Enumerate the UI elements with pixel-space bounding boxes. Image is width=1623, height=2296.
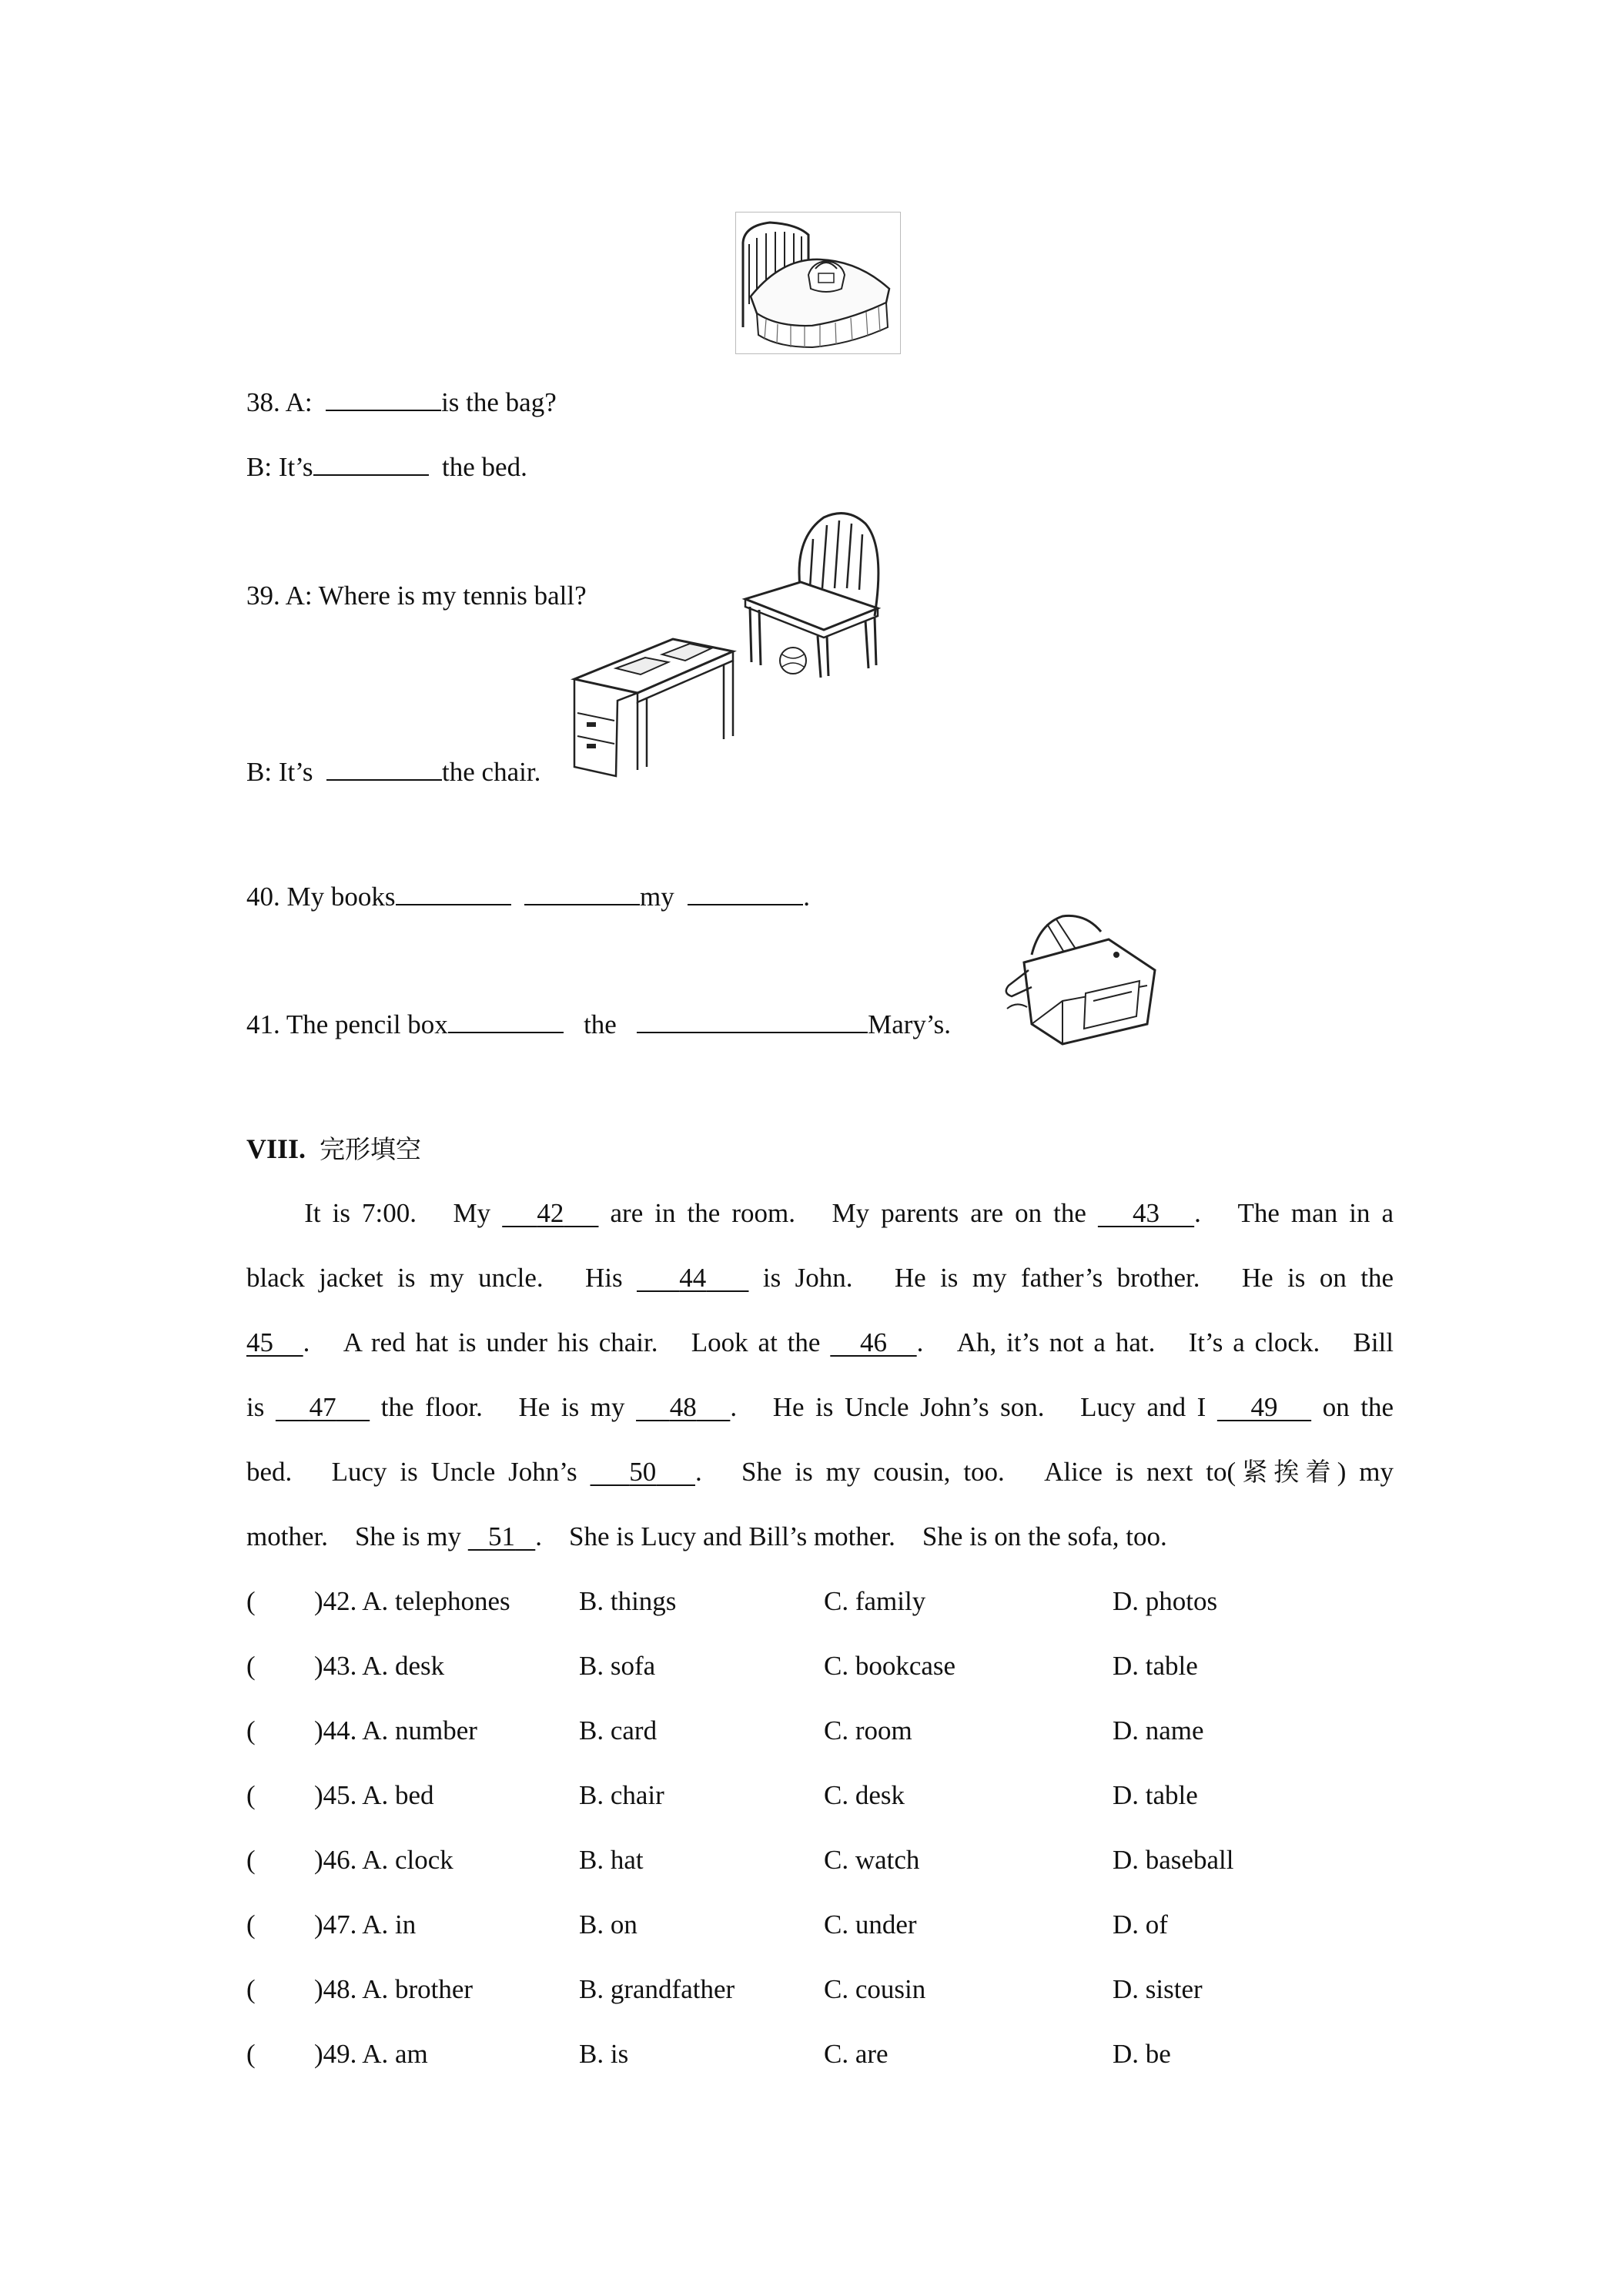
option-c[interactable]: C. bookcase: [824, 1651, 956, 1681]
question-38-a: 38. A: is the bag?: [246, 383, 557, 420]
answer-blank[interactable]: [637, 1006, 868, 1033]
option-b[interactable]: B. on: [579, 1909, 637, 1940]
option-row-46: ( )46. A. clock B. hat C. watch D. baseball: [246, 1843, 1401, 1877]
cloze-blank-44[interactable]: 44: [679, 1263, 707, 1293]
option-row-47: ( )47. A. in B. on C. under D. of: [246, 1908, 1401, 1942]
option-c[interactable]: C. under: [824, 1909, 917, 1940]
passage-line-4: is 47 the floor. He is my 48 . He is Uncle John’s son. Lucy and I 49 on the: [246, 1392, 1394, 1422]
option-d[interactable]: D. sister: [1113, 1974, 1203, 2004]
option-b[interactable]: B. grandfather: [579, 1974, 735, 2004]
option-c[interactable]: C. cousin: [824, 1974, 926, 2004]
passage-line-2: black jacket is my uncle. His 44 is John. He is my father’s brother. He is on the: [246, 1263, 1394, 1293]
option-c[interactable]: C. room: [824, 1715, 912, 1745]
cloze-blank-45[interactable]: 45: [246, 1327, 273, 1357]
option-d[interactable]: D. table: [1113, 1780, 1198, 1810]
bed-with-bag-illustration: [735, 212, 901, 354]
option-c[interactable]: C. family: [824, 1586, 926, 1616]
cloze-blank-50[interactable]: 50: [629, 1457, 657, 1487]
section-title: 完形填空: [320, 1134, 422, 1164]
answer-blank[interactable]: [396, 878, 511, 905]
school-bag-illustration: [1001, 909, 1163, 1047]
section-heading: [246, 1132, 421, 1166]
option-b[interactable]: B. hat: [579, 1845, 644, 1875]
option-c[interactable]: C. are: [824, 2039, 888, 2069]
question-38-b: B: It’s the bed.: [246, 448, 527, 484]
answer-blank[interactable]: [448, 1006, 564, 1033]
question-40: 40. My books my .: [246, 878, 810, 914]
question-39-b: B: It’s the chair.: [246, 753, 540, 789]
answer-blank[interactable]: [524, 878, 640, 905]
option-d[interactable]: D. table: [1113, 1651, 1198, 1681]
option-row-45: ( )45. A. bed B. chair C. desk D. table: [246, 1779, 1401, 1812]
passage-line-6: mother. She is my 51 . She is Lucy and Bill’s mother. She is on the sofa, too.: [246, 1521, 1167, 1551]
option-b[interactable]: B. card: [579, 1715, 658, 1745]
option-d[interactable]: D. photos: [1113, 1586, 1218, 1616]
cloze-blank-48[interactable]: 48: [669, 1392, 697, 1422]
passage-line-1: It is 7:00. My 42 are in the room. My parents are on the 43 . The man in a: [304, 1198, 1394, 1228]
option-row-43: ( )43. A. desk B. sofa C. bookcase D. table: [246, 1649, 1401, 1683]
option-row-49: ( )49. A. am B. is C. are D. be: [246, 2037, 1401, 2071]
passage-line-5: bed. Lucy is Uncle John’s 50 . She is my cousin, too. Alice is next to(紧挨着) my: [246, 1457, 1394, 1487]
option-c[interactable]: C. watch: [824, 1845, 920, 1875]
cloze-blank-46[interactable]: 46: [860, 1327, 887, 1357]
option-b[interactable]: B. things: [579, 1586, 677, 1616]
option-d[interactable]: D. baseball: [1113, 1845, 1234, 1875]
option-d[interactable]: D. be: [1113, 2039, 1171, 2069]
cloze-blank-42[interactable]: 42: [537, 1198, 564, 1228]
option-b[interactable]: B. is: [579, 2039, 629, 2069]
question-39-a: 39. A: Where is my tennis ball?: [246, 581, 587, 611]
cloze-blank-51[interactable]: 51: [488, 1521, 516, 1551]
answer-blank[interactable]: [313, 448, 429, 476]
cloze-blank-43[interactable]: 43: [1133, 1198, 1160, 1228]
option-d[interactable]: D. name: [1113, 1715, 1204, 1745]
option-b[interactable]: B. sofa: [579, 1651, 656, 1681]
section-number: VIII.: [246, 1133, 306, 1164]
option-row-44: ( )44. A. number B. card C. room D. name: [246, 1714, 1401, 1748]
answer-blank[interactable]: [326, 753, 442, 781]
cloze-blank-49[interactable]: 49: [1250, 1392, 1278, 1422]
cloze-blank-47[interactable]: 47: [309, 1392, 336, 1422]
question-41: 41. The pencil box the Mary’s.: [246, 1006, 951, 1042]
option-row-48: ( )48. A. brother B. grandfather C. cousin D. sister: [246, 1973, 1401, 2006]
option-c[interactable]: C. desk: [824, 1780, 905, 1810]
answer-blank[interactable]: [688, 878, 803, 905]
passage-line-3: 45 . A red hat is under his chair. Look at the 46 . Ah, it’s not a hat. It’s a clock. Bill: [246, 1327, 1394, 1357]
option-d[interactable]: D. of: [1113, 1909, 1168, 1940]
chair-desk-ball-illustration: [570, 508, 909, 782]
option-row-42: ( )42. A. telephones B. things C. family D. photos: [246, 1585, 1401, 1618]
option-b[interactable]: B. chair: [579, 1780, 664, 1810]
answer-blank[interactable]: [326, 383, 441, 411]
